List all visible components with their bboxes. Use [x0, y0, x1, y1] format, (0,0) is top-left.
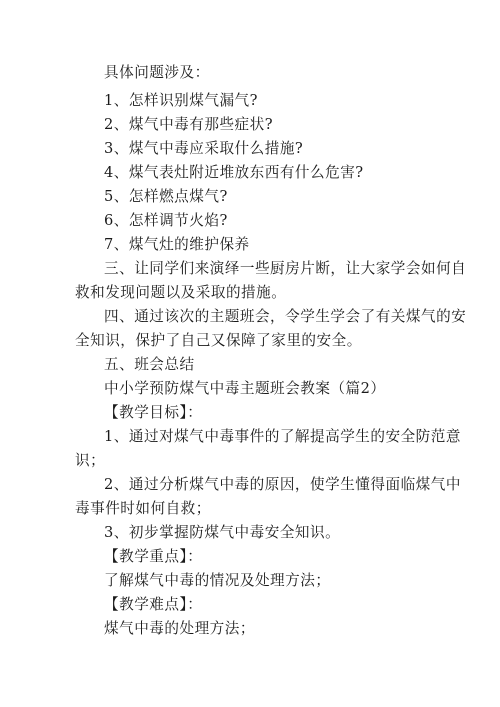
- text-line: 【教学重点】：: [104, 548, 203, 565]
- text-line: 五、班会总结: [104, 356, 195, 373]
- text-line: 1、通过对煤气中毒事件的了解提高学生的安全防范意: [104, 428, 461, 445]
- text-line: 4、煤气表灶附近堆放东西有什么危害?: [104, 164, 364, 181]
- text-line: 2、煤气中毒有那些症状?: [104, 116, 274, 133]
- text-line: 3、初步掌握防煤气中毒安全知识。: [104, 524, 341, 541]
- text-line: 救和发现问题以及采取的措施。: [75, 284, 287, 301]
- text-line: 煤气中毒的处理方法；: [104, 620, 255, 637]
- text-line: 2、通过分析煤气中毒的原因，使学生懂得面临煤气中: [104, 476, 461, 493]
- text-line: 7、煤气灶的维护保养: [104, 236, 250, 253]
- text-line: 【教学目标】：: [104, 404, 203, 421]
- text-line: 毒事件时如何自救；: [75, 500, 211, 517]
- text-line: 【教学难点】：: [104, 596, 203, 613]
- text-line: 6、怎样调节火焰?: [104, 212, 228, 229]
- text-line: 了解煤气中毒的情况及处理方法；: [104, 572, 331, 589]
- text-line: 中小学预防煤气中毒主题班会教案（篇2）: [104, 380, 386, 397]
- text-line: 3、煤气中毒应采取什么措施?: [104, 140, 304, 157]
- text-line: 四、通过该次的主题班会，令学生学会了有关煤气的安: [104, 308, 467, 325]
- text-line: 三、让同学们来演绎一些厨房片断，让大家学会如何自: [104, 260, 467, 277]
- text-line: 具体问题涉及：: [104, 64, 210, 81]
- text-line: 5、怎样燃点煤气?: [104, 188, 228, 205]
- text-line: 全知识，保护了自己又保障了家里的安全。: [75, 332, 362, 349]
- text-line: 识；: [75, 452, 106, 469]
- text-line: 1、怎样识别煤气漏气?: [104, 92, 258, 109]
